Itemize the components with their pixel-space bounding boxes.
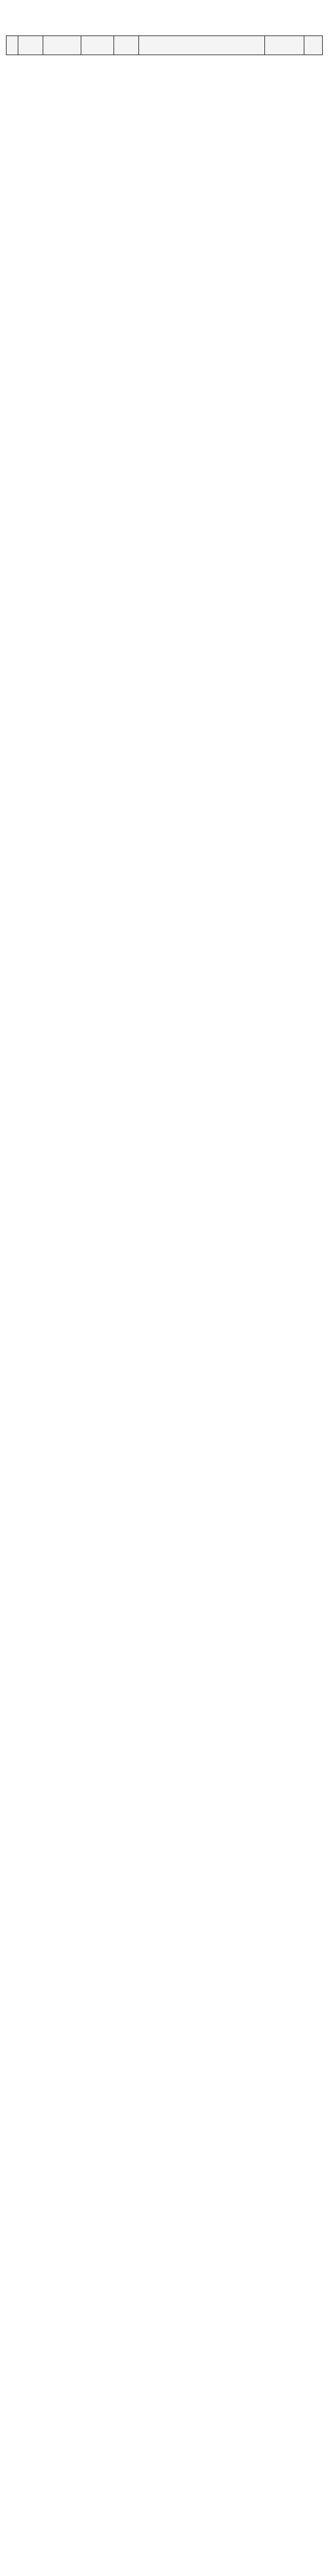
activity-table <box>6 35 323 55</box>
column-header <box>18 36 43 55</box>
column-header <box>139 36 265 55</box>
document-title <box>6 12 322 32</box>
column-header <box>265 36 304 55</box>
column-header <box>43 36 81 55</box>
table-header-row <box>7 36 323 55</box>
column-header <box>304 36 323 55</box>
column-header <box>7 36 18 55</box>
column-header <box>114 36 139 55</box>
column-header <box>81 36 114 55</box>
